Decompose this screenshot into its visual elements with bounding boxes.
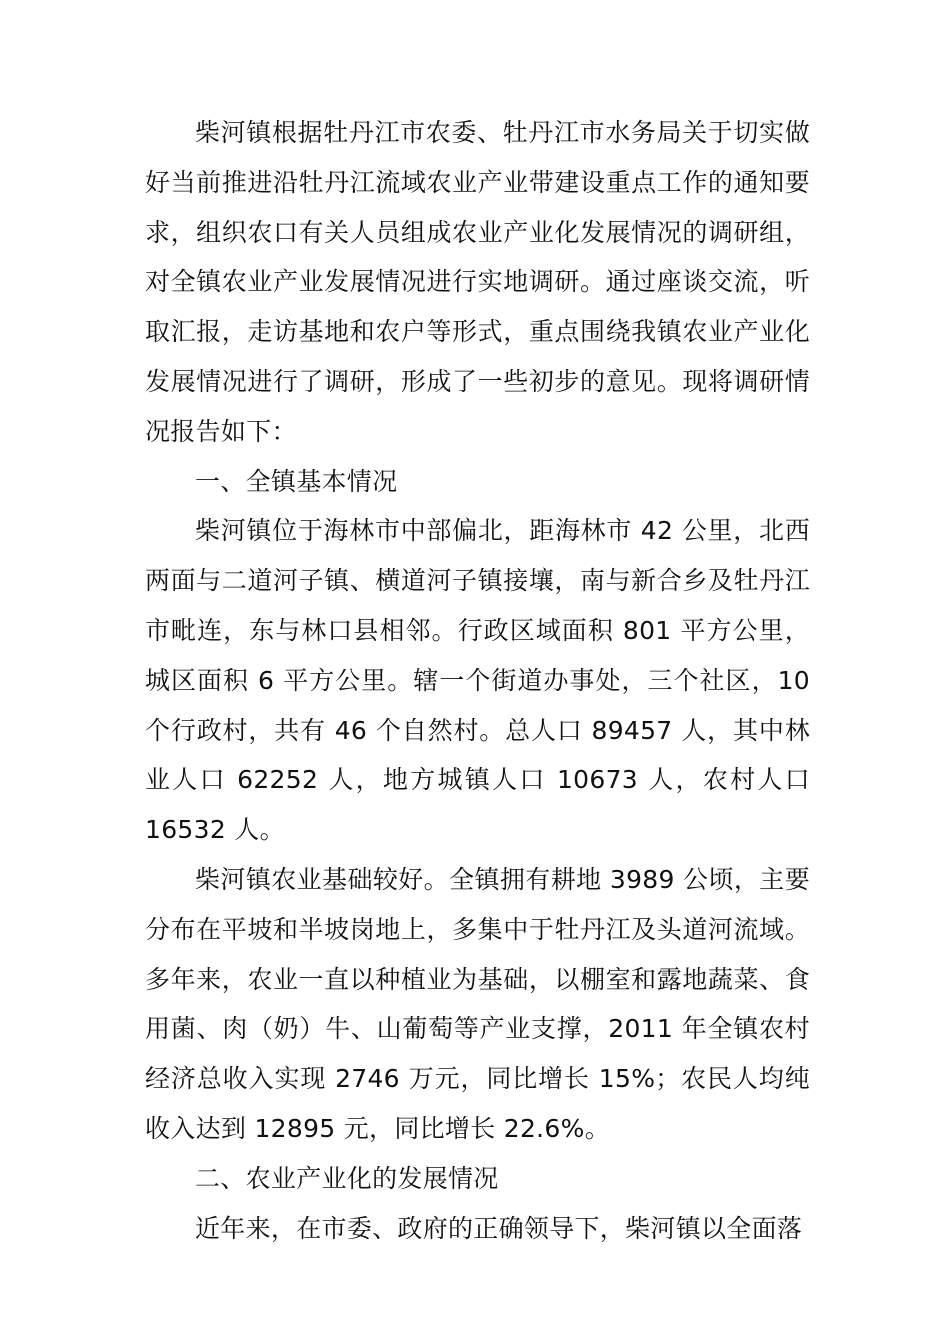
location-paragraph: 柴河镇位于海林市中部偏北，距海林市 42 公里，北西两面与二道河子镇、横道河子镇接壤，南与新合乡及牡丹江市毗连，东与林口县相邻。行政区域面积 801 平方公里，城区面积 6 平方公里。辖一个街道办事处，三个社区，10 个行政村，共有 46 个自然村。总人口 89457 人，其中林业人口 62252 人，地方城镇人口 10673 人，农村人口 16532 人。 — [145, 516, 810, 845]
agriculture-paragraph: 柴河镇农业基础较好。全镇拥有耕地 3989 公顷，主要分布在平坡和半坡岗地上，多集中于牡丹江及头道河流域。多年来，农业一直以种植业为基础，以棚室和露地蔬菜、食用菌、肉（奶）牛、山葡萄等产业支撑，2011 年全镇农村经济总收入实现 2746 万元，同比增长 15%；农民人均纯收入达到 12895 元，同比增长 22.6%。 — [145, 864, 810, 1143]
document-body — [145, 108, 810, 1253]
section-heading-2: 二、农业产业化的发展情况 — [195, 1163, 499, 1193]
section-heading-1: 一、全镇基本情况 — [195, 466, 398, 496]
development-paragraph: 近年来，在市委、政府的正确领导下，柴河镇以全面落 — [195, 1213, 803, 1243]
intro-paragraph: 柴河镇根据牡丹江市农委、牡丹江市水务局关于切实做好当前推进沿牡丹江流域农业产业带建设重点工作的通知要求，组织农口有关人员组成农业产业化发展情况的调研组，对全镇农业产业发展情况进行实地调研。通过座谈交流，听取汇报，走访基地和农户等形式，重点围绕我镇农业产业化发展情况进行了调研，形成了一些初步的意见。现将调研情况报告如下： — [145, 118, 810, 446]
